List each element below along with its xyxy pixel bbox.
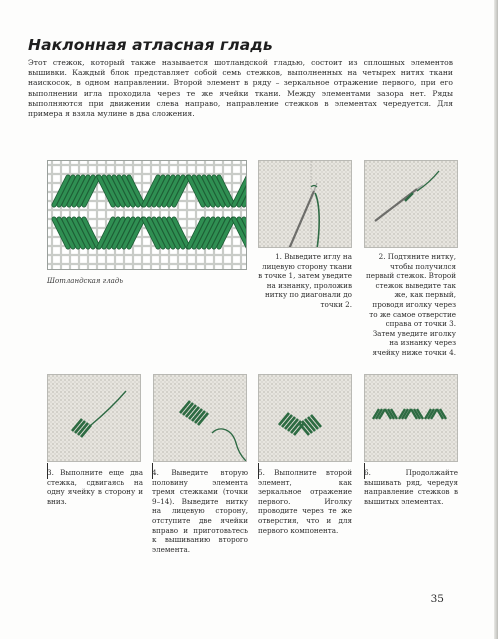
step-3-caption: 3. Выполните еще два стежка, сдвигаясь на одну ячейку в сторону и вниз. xyxy=(47,468,143,506)
stitch-diagram-graphic xyxy=(48,161,247,270)
step-6-caption: 6. Продолжайте вышивать ряд, чередуя направление стежков в вышитых элементах. xyxy=(364,468,458,506)
step-5-caption: 5. Выполните второй элемент, как зеркальное отражение первого. Иголку проводите через те же отверстия, что и для первого компонента. xyxy=(258,468,352,535)
step-2-photo xyxy=(364,160,458,248)
step-6-photo xyxy=(364,374,458,462)
intro-text: Этот стежок, который также называется шотландской гладью, состоит из сплошных элементов вышивки. Каждый блок представляет собой семь стежков, выполненных на четырех нитях ткани наискосок, в одном направлении. Второй элемент в ряду – зеркальное отражение первого, при его выполнении игла проходила через те же ячейки ткани. Между элементами зазора нет. Ряды выполняются при движении слева направо, направление стежков в элементах чередуется. Для примера я взяла мулине в два сложения. xyxy=(28,58,453,119)
page-number: 35 xyxy=(430,593,444,605)
step-1-photo xyxy=(258,160,352,248)
step-4-caption: 4. Выведите вторую половину элемента тремя стежками (точки 9–14). Выведите нитку на лицевую сторону, отступите две ячейки вправо и приготовьтесь к вышиванию второго элемента. xyxy=(152,468,248,554)
step-1-caption: 1. Выведите иглу на лицевую сторону ткани в точке 1, затем уведите на изнанку, проложив нитку по диагонали до точки 2. xyxy=(258,252,352,309)
step-2-caption: 2. Подтяните нитку, чтобы получился первый стежок. Второй стежок выведите так же, как первый, проводя иголку через то же самое отверстие справа от точки 3. Затем уведите иголку на изнанку через ячейку ниже точки 4. xyxy=(365,252,456,357)
page-edge xyxy=(494,0,498,639)
step-3-photo xyxy=(47,374,141,462)
step-4-photo xyxy=(153,374,247,462)
page-title: Наклонная атласная гладь xyxy=(28,36,273,54)
diagram-caption: Шотландская гладь xyxy=(47,277,124,285)
stitch-diagram xyxy=(47,160,247,270)
step-5-photo xyxy=(258,374,352,462)
intro-paragraph xyxy=(28,58,453,119)
